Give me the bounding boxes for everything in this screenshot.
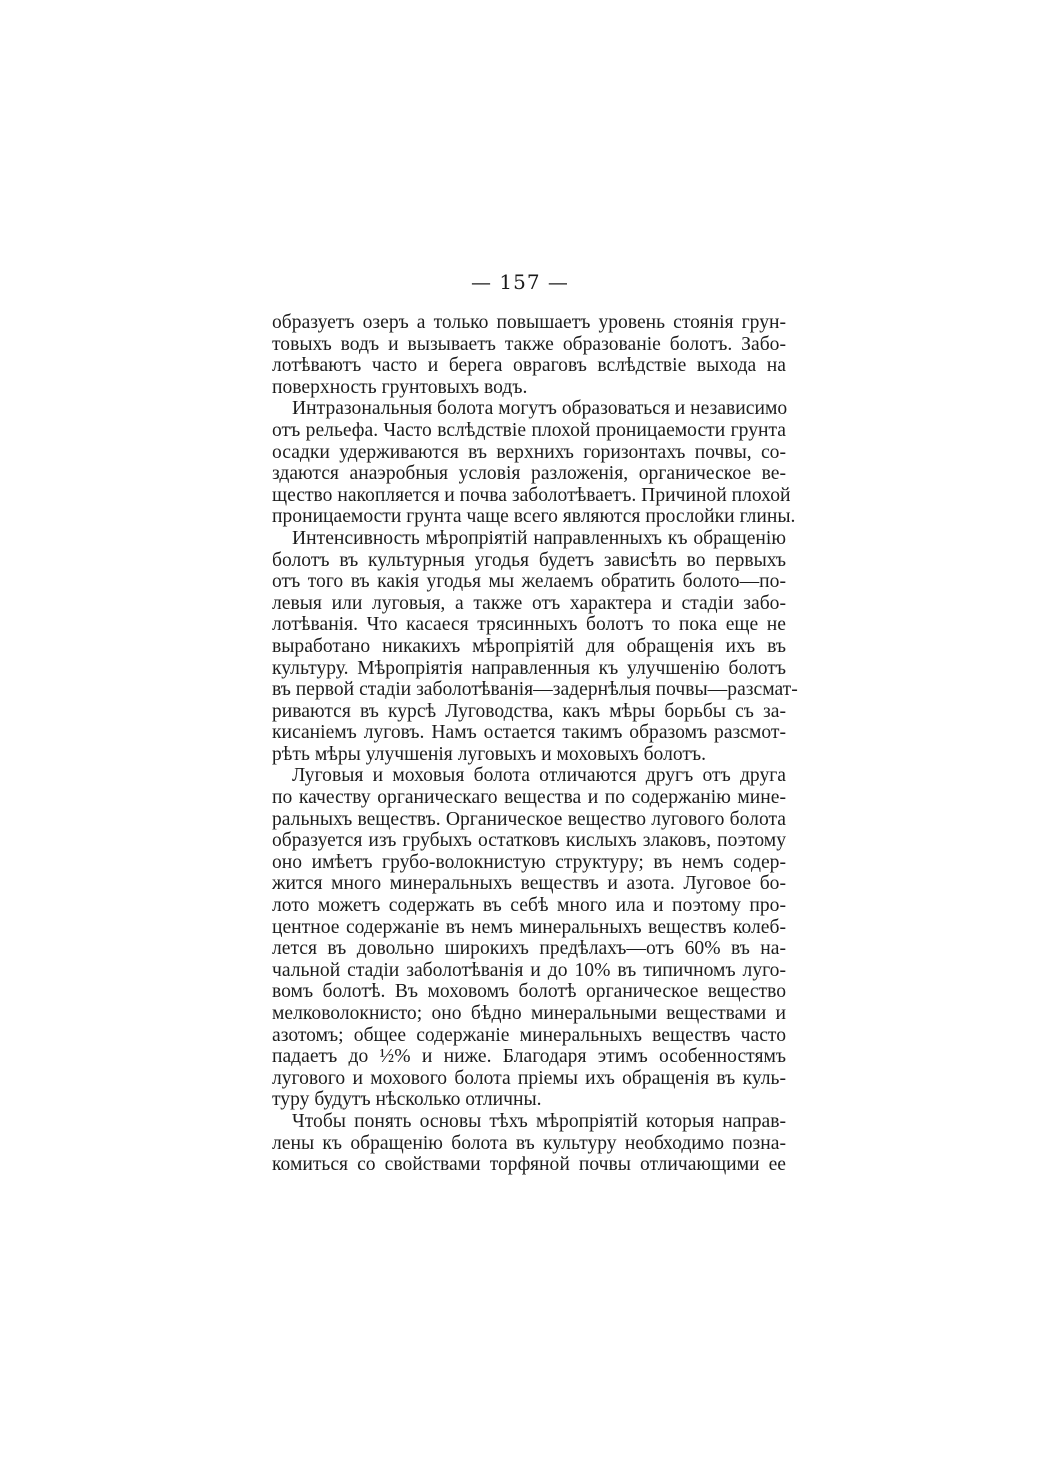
text-line: лотѣваютъ часто и берега овраговъ вслѣдствіе выхода на	[272, 355, 786, 377]
text-line: Интразональныя болота могутъ образоваться и независимо	[292, 398, 788, 420]
text-line: здаются анаэробныя условія разложенія, органическое ве-	[272, 463, 786, 485]
text-line: Чтобы понять основы тѣхъ мѣропріятій которыя направ-	[292, 1110, 786, 1132]
text-line: жится много минеральныхъ веществъ и азота. Луговое бо-	[272, 873, 786, 895]
text-line: риваются въ курсѣ Луговодства, какъ мѣры борьбы съ за-	[272, 700, 786, 722]
text-line: вомъ болотѣ. Въ моховомъ болотѣ органическое вещество	[272, 981, 786, 1003]
text-line: товыхъ водъ и вызываетъ также образованіе болотъ. Забо-	[272, 333, 786, 355]
text-line: ральныхъ веществъ. Органическое вещество лугового болота	[272, 808, 786, 830]
text-line: лется въ довольно широкихъ предѣлахъ—отъ 60% въ на-	[272, 938, 786, 960]
paragraph	[272, 312, 786, 398]
text-line: центное содержаніе въ немъ минеральныхъ веществъ колеб-	[272, 916, 786, 938]
paragraph	[272, 765, 786, 1111]
text-line: мелковолокнисто; оно бѣдно минеральными веществами и	[272, 1003, 786, 1024]
text-line: по качеству органическаго вещества и по содержанію мине-	[272, 787, 786, 809]
paragraph	[272, 527, 798, 766]
text-line: падаетъ до ½% и ниже. Благодаря этимъ особенностямъ	[272, 1046, 786, 1068]
text-line: лугового и мохового болота пріемы ихъ обращенія въ куль-	[272, 1067, 786, 1089]
text-line: болотъ въ культурныя угодья будетъ зависѣть во первыхъ	[272, 549, 786, 571]
text-line: поверхность грунтовыхъ водъ.	[272, 376, 528, 398]
text-line: въ первой стадіи заболотѣванія—задернѣлыя почвы—разсмат-	[272, 679, 798, 701]
text-line: щество накопляется и почва заболотѣваетъ. Причиной плохой	[272, 484, 791, 506]
text-line: Интенсивность мѣропріятій направленныхъ къ обращенію	[292, 527, 786, 549]
text-line: азотомъ; общее содержаніе минеральныхъ веществъ часто	[272, 1024, 786, 1046]
text-line: чальной стадіи заболотѣванія и до 10% въ типичномъ луго-	[272, 959, 786, 981]
text-line: Луговыя и моховыя болота отличаются другъ отъ друга	[292, 765, 786, 787]
page-number: — 157 —	[471, 270, 569, 294]
text-line: образуется изъ грубыхъ остатковъ кислыхъ злаковъ, поэтому	[272, 830, 786, 852]
text-line: оно имѣетъ грубо-волокнистую структуру; въ немъ содер-	[272, 851, 786, 873]
text-line: отъ того въ какія угодья мы желаемъ обратить болото—по-	[272, 571, 786, 593]
text-line: осадки удерживаются въ верхнихъ горизонтахъ почвы, со-	[272, 441, 786, 463]
body-text	[272, 312, 798, 1176]
text-line: туру будутъ нѣсколько отличны.	[272, 1089, 542, 1111]
text-line: выработано никакихъ мѣропріятій для обращенія ихъ въ	[272, 635, 786, 657]
text-line: лото можетъ содержать въ себѣ много ила и поэтому про-	[272, 895, 786, 917]
text-line: образуетъ озеръ а только повышаетъ уровень стоянія грун-	[272, 312, 786, 333]
text-line: рѣть мѣры улучшенія луговыхъ и моховыхъ болотъ.	[272, 743, 706, 765]
paragraph	[272, 1111, 786, 1176]
text-line: культуру. Мѣропріятія направленныя къ улучшенію болотъ	[272, 657, 786, 679]
text-line: проницаемости грунта чаще всего являются прослойки глины.	[272, 506, 796, 528]
text-line: лены къ обращенію болота въ культуру необходимо позна-	[272, 1132, 786, 1154]
text-line: отъ рельефа. Часто вслѣдствіе плохой проницаемости грунта	[272, 419, 786, 441]
text-line: комиться со свойствами торфяной почвы отличающими ее	[272, 1154, 786, 1176]
paragraph	[272, 398, 796, 528]
text-line: лотѣванія. Что касаеся трясинныхъ болотъ то пока еще не	[272, 614, 786, 636]
text-line: левыя или луговыя, а также отъ характера и стадіи забо-	[272, 592, 786, 614]
text-line: кисаніемъ луговъ. Намъ остается такимъ образомъ разсмот-	[272, 722, 786, 744]
